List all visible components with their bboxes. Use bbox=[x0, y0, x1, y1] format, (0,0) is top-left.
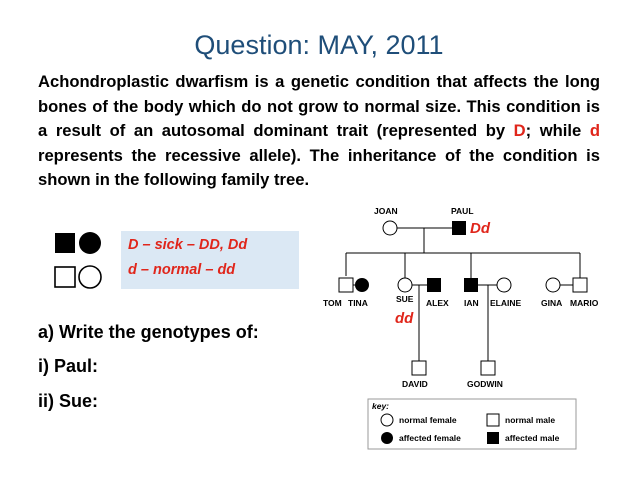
mario-normal-male bbox=[573, 278, 587, 292]
label-paul: PAUL bbox=[451, 206, 474, 216]
label-joan: JOAN bbox=[374, 206, 398, 216]
dominant-allele-symbol: D bbox=[513, 121, 526, 140]
label-tina: TINA bbox=[348, 298, 368, 308]
ian-affected-male bbox=[464, 278, 478, 292]
recessive-allele-symbol: d bbox=[589, 121, 600, 140]
paragraph-text-1: Achondroplastic dwarfism is a genetic condition that affects the long bones of the body which do not grow to normal size. This condition is a result of an autosomal dominant trait (represented by bbox=[38, 72, 600, 140]
elaine-normal-female bbox=[497, 278, 511, 292]
paul-affected-male bbox=[452, 221, 466, 235]
question-ii-sue: ii) Sue: bbox=[38, 391, 99, 411]
key-affected-male-label: affected male bbox=[505, 433, 560, 443]
label-mario: MARIO bbox=[570, 298, 599, 308]
paragraph-text-2: ; while bbox=[525, 121, 590, 140]
paul-genotype-annotation: Dd bbox=[470, 220, 490, 237]
label-tom: TOM bbox=[323, 298, 342, 308]
sue-genotype-annotation: dd bbox=[395, 310, 414, 327]
page-title: Question: MAY, 2011 bbox=[194, 30, 444, 60]
key-affected-male-symbol bbox=[487, 432, 499, 444]
key-normal-female-symbol bbox=[381, 414, 393, 426]
legend-normal-line: d – normal – dd bbox=[128, 262, 236, 278]
david-normal-male bbox=[412, 361, 426, 375]
label-godwin: GODWIN bbox=[467, 379, 503, 389]
label-elaine: ELAINE bbox=[490, 298, 522, 308]
key-affected-female-symbol bbox=[381, 432, 393, 444]
label-gina: GINA bbox=[541, 298, 563, 308]
key-affected-female-label: affected female bbox=[399, 433, 461, 443]
godwin-normal-male bbox=[481, 361, 495, 375]
alex-affected-male bbox=[427, 278, 441, 292]
key-normal-male-symbol bbox=[487, 414, 499, 426]
legend-sick-line: D – sick – DD, Dd bbox=[128, 237, 248, 253]
key-normal-male-label: normal male bbox=[505, 415, 556, 425]
label-alex: ALEX bbox=[426, 298, 449, 308]
key-normal-female-label: normal female bbox=[399, 415, 457, 425]
tina-affected-female bbox=[355, 278, 369, 292]
question-a: a) Write the genotypes of: bbox=[38, 322, 259, 342]
label-sue: SUE bbox=[396, 294, 414, 304]
label-ian: IAN bbox=[464, 298, 479, 308]
question-i-paul: i) Paul: bbox=[38, 356, 99, 376]
label-david: DAVID bbox=[402, 379, 428, 389]
paragraph-text-3: represents the recessive allele). The inheritance of the condition is shown in the following family tree. bbox=[38, 145, 600, 189]
sue-normal-female bbox=[398, 278, 412, 292]
joan-normal-female bbox=[383, 221, 397, 235]
key-title: key: bbox=[372, 401, 390, 411]
tom-normal-male bbox=[339, 278, 353, 292]
gina-normal-female bbox=[546, 278, 560, 292]
